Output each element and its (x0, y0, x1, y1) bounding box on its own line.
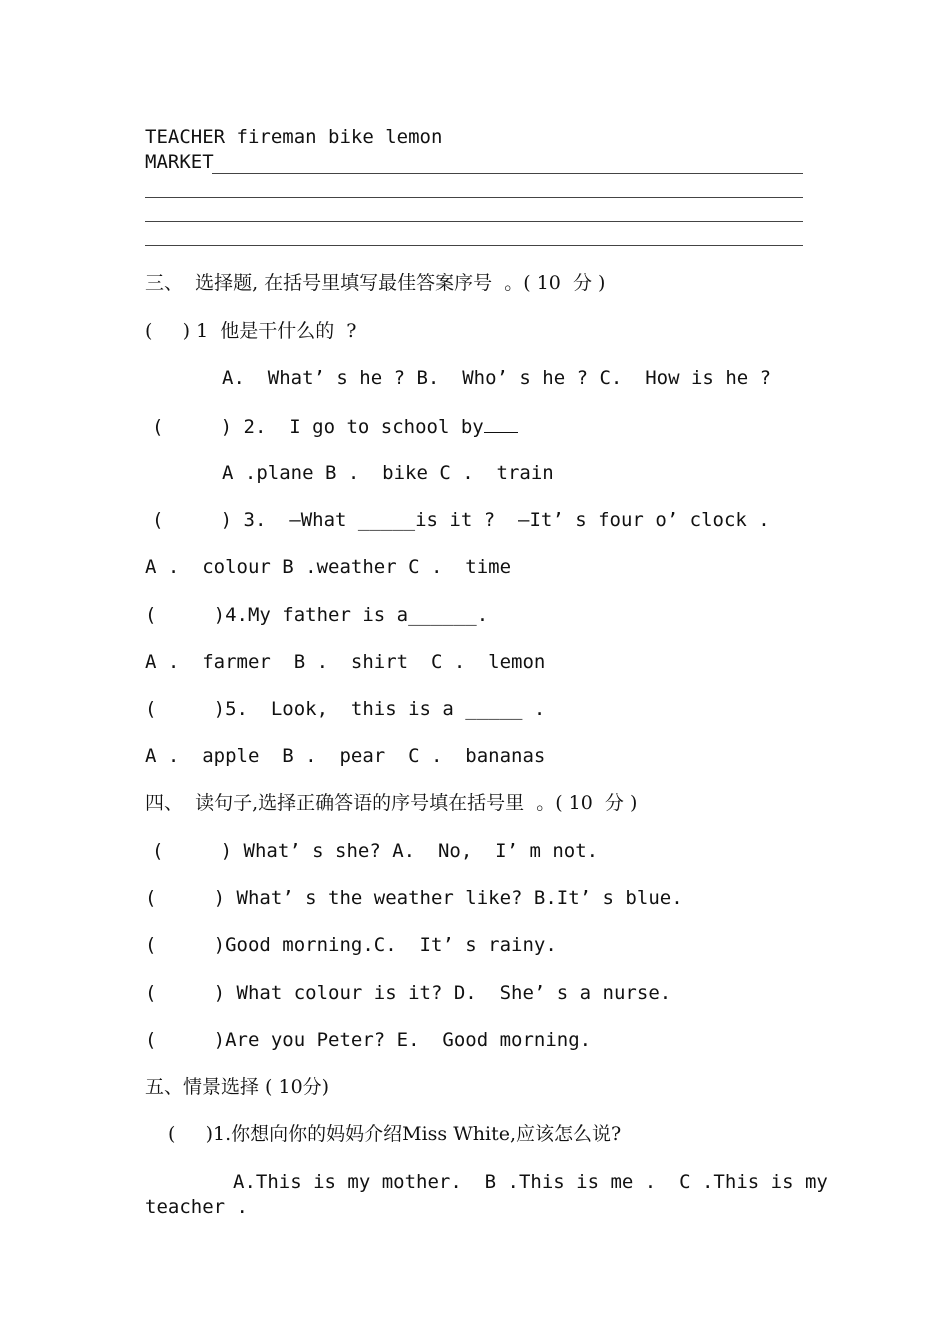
matching-row-1: ( ) What’ s she? A. No, I’ m not. (152, 840, 599, 862)
question-3-2 (152, 414, 518, 439)
question-3-4-options: A . farmer B . shirt C . lemon (145, 651, 546, 673)
section-5-heading: 五、情景选择 ( 10分) (145, 1076, 330, 1098)
question-5-1: ( )1.你想向你的妈妈介绍Miss White,应该怎么说? (168, 1123, 622, 1145)
matching-row-5: ( )Are you Peter? E. Good morning. (145, 1029, 592, 1051)
question-3-1-options: A. What’ s he ? B. Who’ s he ? C. How is he ? (222, 367, 772, 389)
question-3-2-options: A .plane B . bike C . train (222, 462, 554, 484)
question-3-3-options: A . colour B .weather C . time (145, 556, 512, 578)
question-3-5: ( )5. Look, this is a _____ . (145, 698, 546, 720)
word-list: TEACHER fireman bike lemon (145, 126, 443, 148)
question-3-2-text: ( ) 2. I go to school by (152, 416, 484, 438)
matching-row-4: ( ) What colour is it? D. She’ s a nurse. (145, 982, 672, 1004)
question-3-4: ( )4.My father is a______. (145, 604, 489, 626)
section-4-heading: 四、 读句子,选择正确答语的序号填在括号里 。( 10 分 ) (145, 792, 638, 814)
section-3-heading: 三、 选择题, 在括号里填写最佳答案序号 。( 10 分 ) (145, 272, 606, 294)
writing-line-4 (145, 245, 803, 246)
matching-row-2: ( ) What’ s the weather like? B.It’ s blue. (145, 887, 683, 909)
market-label: MARKET (145, 151, 214, 173)
question-3-5-options: A . apple B . pear C . bananas (145, 745, 546, 767)
question-3-1: ( ) 1 他是干什么的 ? (145, 320, 357, 342)
question-3-3: ( ) 3. —What _____is it ? —It’ s four o’ clock . (152, 509, 770, 531)
answer-blank (484, 414, 518, 433)
writing-line-3 (145, 221, 803, 222)
matching-row-3: ( )Good morning.C. It’ s rainy. (145, 934, 557, 956)
writing-line-2 (145, 197, 803, 198)
question-5-1-options: A.This is my mother. B .This is me . C .This is my (233, 1171, 828, 1193)
question-5-1-options-cont: teacher . (145, 1196, 248, 1218)
writing-line-1 (212, 173, 803, 174)
